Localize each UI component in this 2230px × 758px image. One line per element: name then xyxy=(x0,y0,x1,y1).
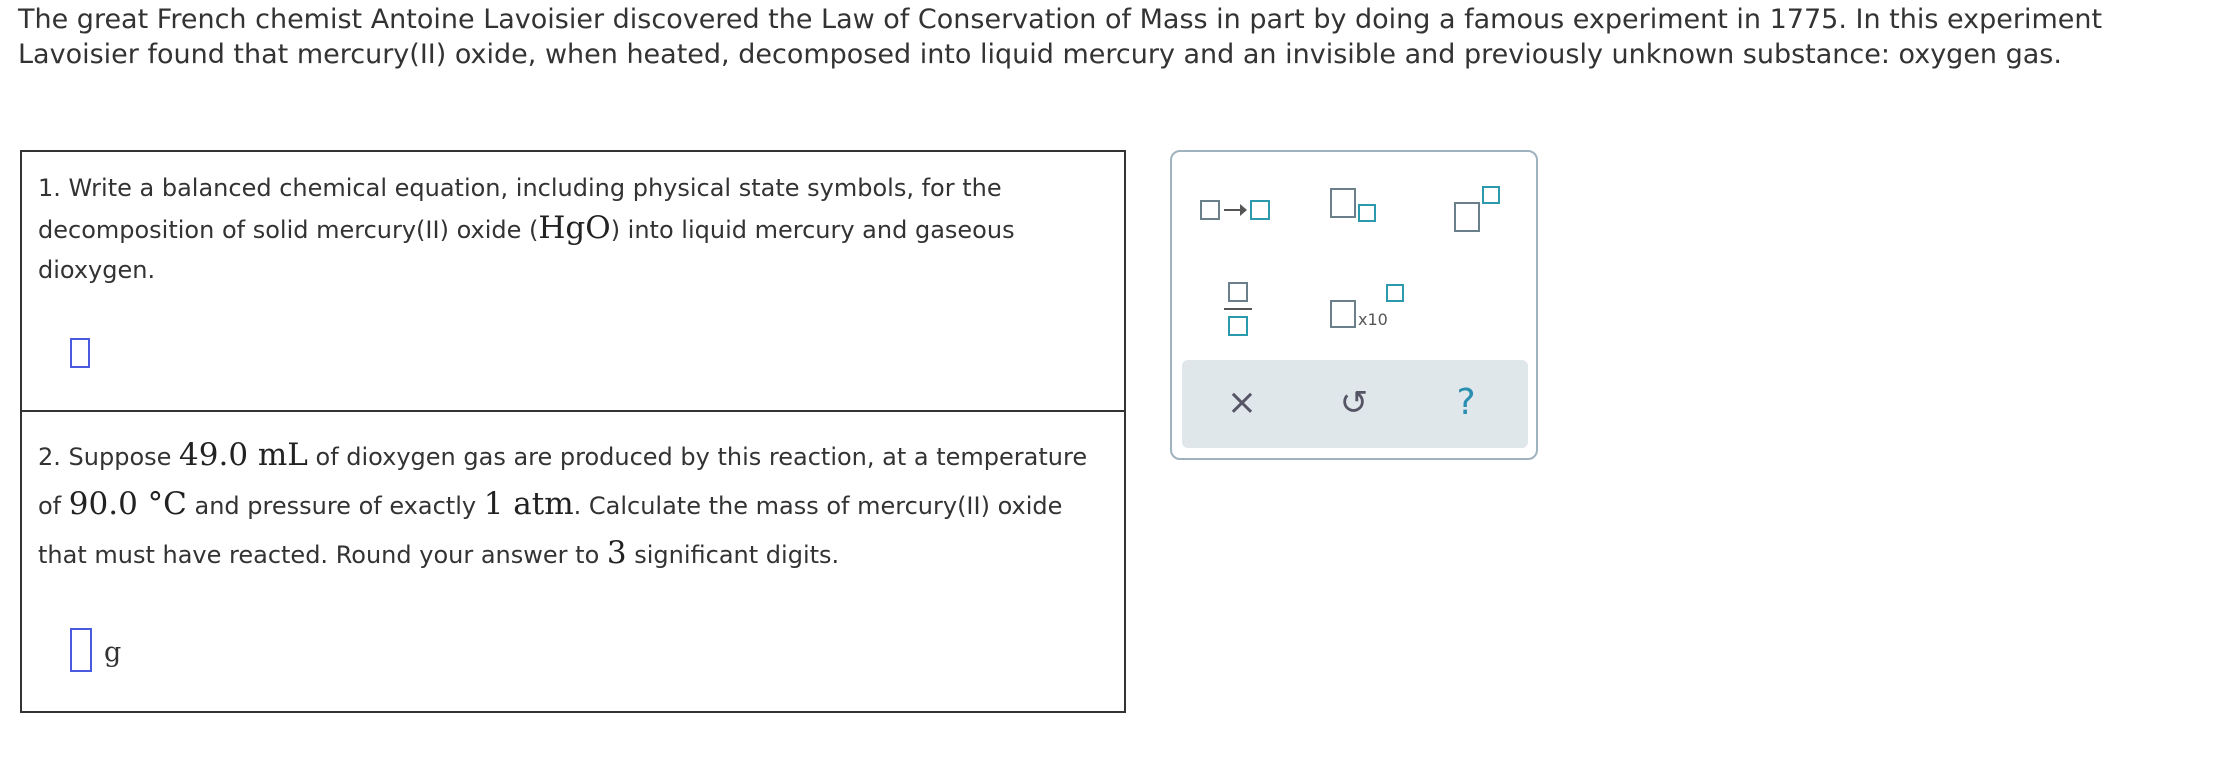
subscript-button[interactable] xyxy=(1330,184,1390,234)
q1-line-3: dioxygen. xyxy=(38,256,156,284)
undo-icon[interactable]: ↺ xyxy=(1339,383,1369,423)
question-1-text xyxy=(38,168,1108,290)
equation-answer-input[interactable] xyxy=(70,338,90,368)
q2-line-1 xyxy=(38,432,1108,481)
superscript-base-icon xyxy=(1454,202,1480,232)
q2-text-c: of xyxy=(38,492,69,520)
help-icon[interactable]: ? xyxy=(1456,382,1476,423)
q2-text-e: . Calculate the mass of mercury(II) oxide xyxy=(573,492,1063,520)
superscript-button[interactable] xyxy=(1454,182,1514,238)
q2-line-2 xyxy=(38,481,1108,530)
numerator-box-icon xyxy=(1228,282,1248,302)
q2-text-a: 2. Suppose xyxy=(38,443,180,471)
fraction-button[interactable] xyxy=(1222,282,1262,342)
fraction-bar-icon xyxy=(1224,308,1252,310)
q2-text-d: and pressure of exactly xyxy=(186,492,484,520)
intro-line-2: Lavoisier found that mercury(II) oxide, when heated, decomposed into liquid mercury and an invisible and previously unknown substance: oxygen gas. xyxy=(18,39,2062,70)
pressure-value: 1 atm xyxy=(483,486,574,522)
q2-line-3 xyxy=(38,530,1108,579)
math-tool-palette xyxy=(1170,150,1538,460)
denominator-box-icon xyxy=(1228,316,1248,336)
sci-exponent-icon xyxy=(1386,284,1404,302)
temperature-value: 90.0 °C xyxy=(68,486,187,522)
superscript-index-icon xyxy=(1482,186,1500,204)
q2-text-f: that must have reacted. Round your answer to xyxy=(38,541,607,569)
question-2 xyxy=(22,412,1124,712)
intro-paragraph xyxy=(18,2,2218,72)
reaction-arrow-button[interactable] xyxy=(1200,192,1280,232)
q1-text-b: ) into liquid mercury and gaseous xyxy=(610,216,1015,244)
x10-label: x10 xyxy=(1358,310,1388,329)
subscript-index-icon xyxy=(1358,204,1376,222)
mass-unit: g xyxy=(104,637,122,668)
product-box-icon xyxy=(1250,200,1270,220)
sig-figs-value: 3 xyxy=(606,535,627,571)
question-2-text xyxy=(38,432,1108,579)
q2-text-b: of dioxygen gas are produced by this reaction, at a temperature xyxy=(307,443,1088,471)
q2-text-g: significant digits. xyxy=(626,541,840,569)
q1-text-a: decomposition of solid mercury(II) oxide ( xyxy=(38,216,539,244)
q1-line-2 xyxy=(38,208,1108,250)
hgo-formula: HgO xyxy=(538,210,611,246)
intro-line-1: The great French chemist Antoine Lavoisier discovered the Law of Conservation of Mass in part by doing a famous experiment in 1775. In this experiment xyxy=(18,4,2103,35)
subscript-base-icon xyxy=(1330,188,1356,218)
question-box xyxy=(20,150,1126,713)
palette-action-bar xyxy=(1182,360,1528,448)
scientific-notation-button[interactable] xyxy=(1330,282,1410,342)
reactant-box-icon xyxy=(1200,200,1220,220)
volume-value: 49.0 mL xyxy=(179,437,308,473)
mass-answer-input[interactable] xyxy=(70,628,92,672)
close-icon[interactable]: × xyxy=(1226,382,1258,423)
q1-line-1: 1. Write a balanced chemical equation, including physical state symbols, for the xyxy=(38,174,1002,202)
arrow-head-icon xyxy=(1240,204,1247,216)
sci-mantissa-icon xyxy=(1330,300,1356,328)
question-1 xyxy=(22,152,1124,412)
